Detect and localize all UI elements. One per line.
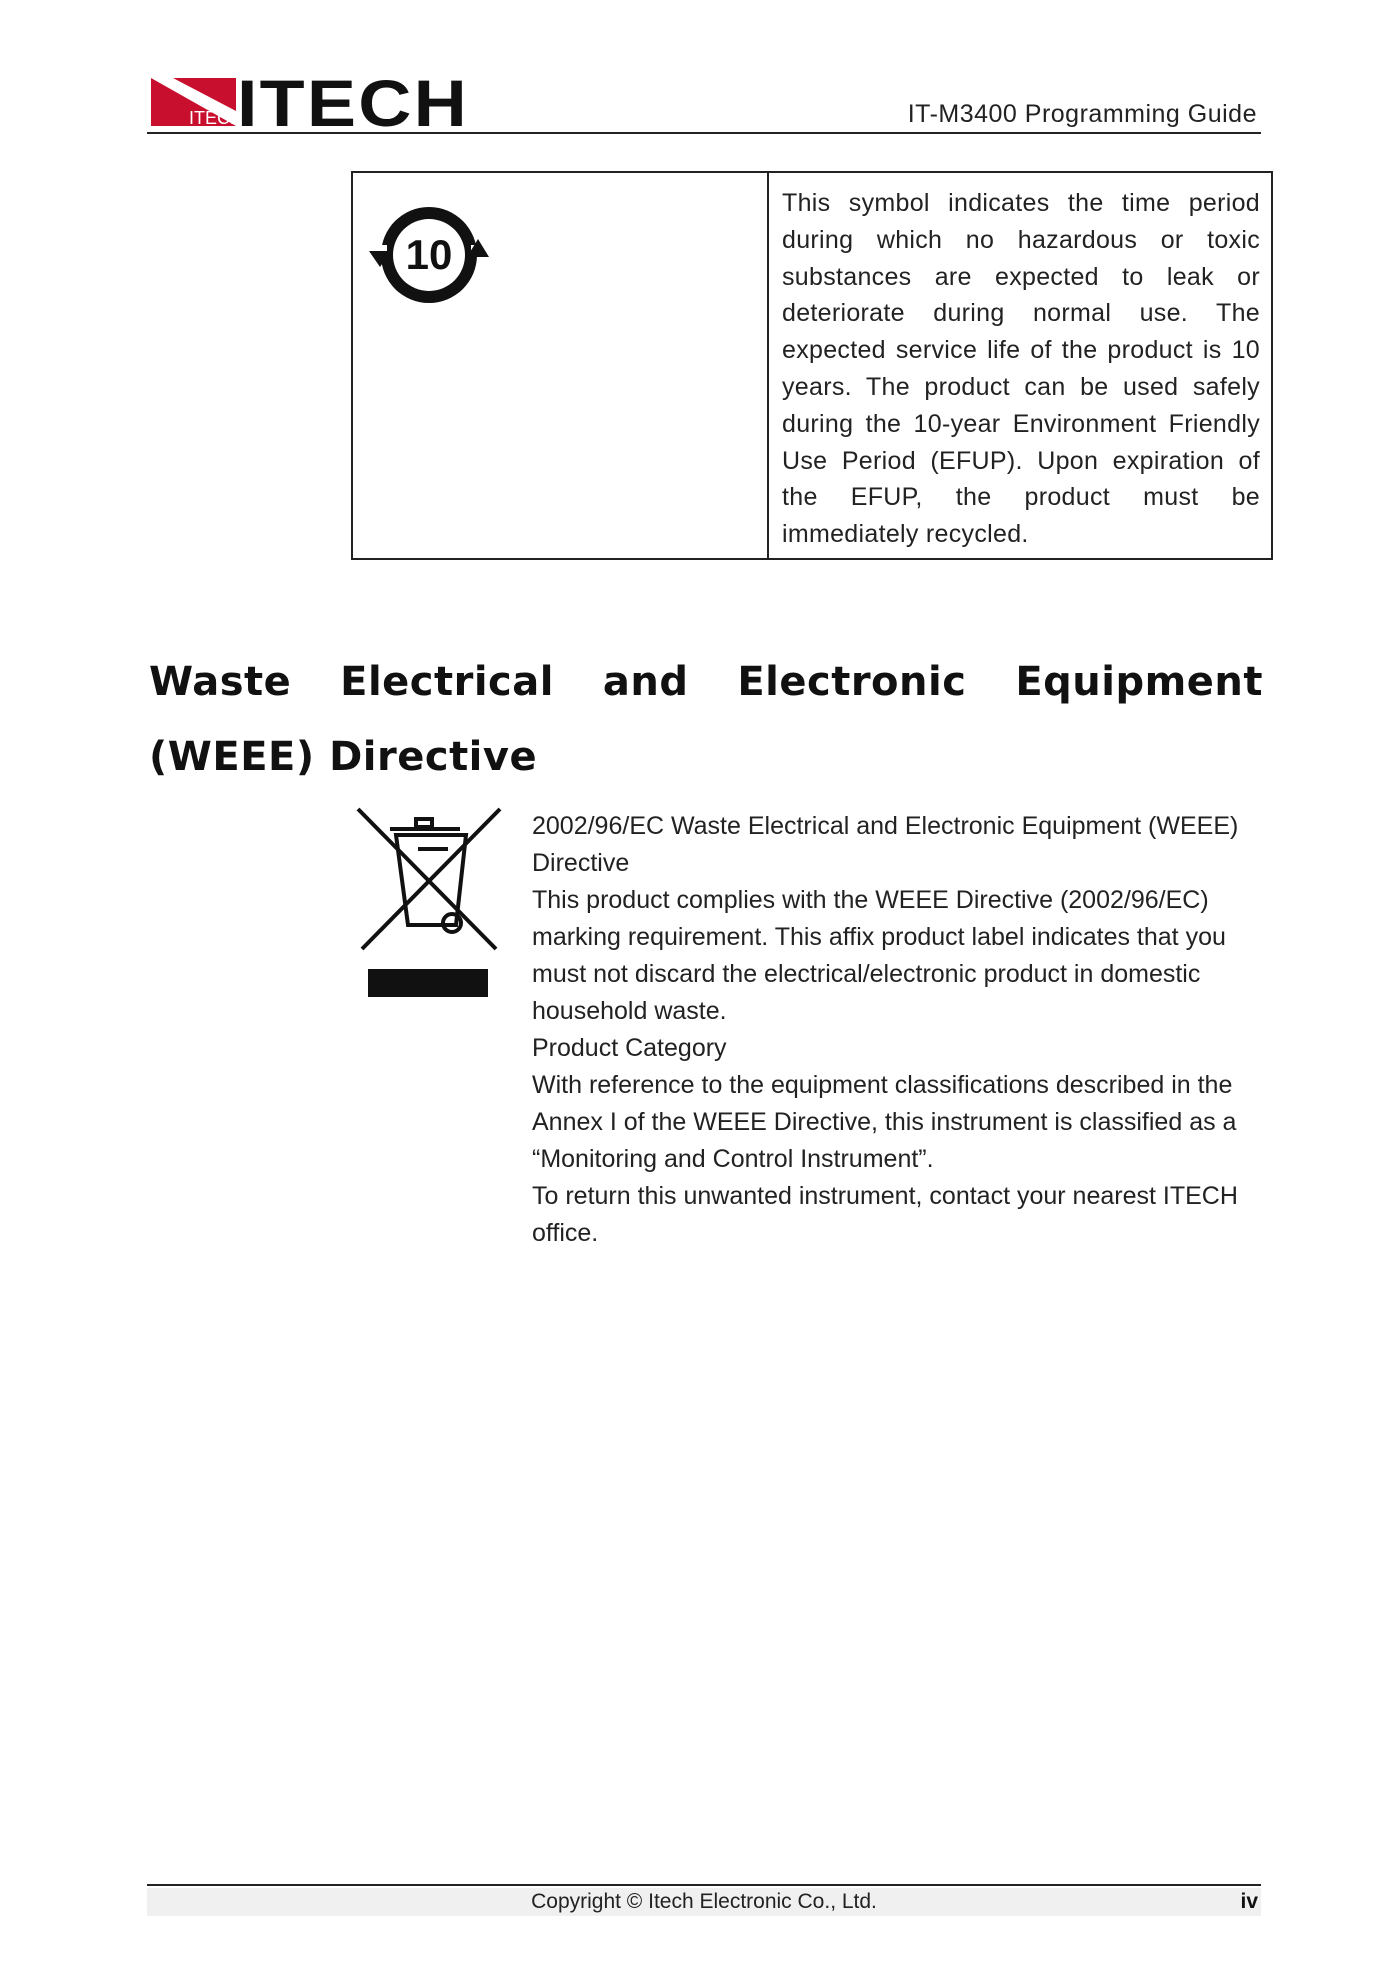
weee-compliance-text: This product complies with the WEEE Directive (2002/96/EC) marking requirement. This affix product label indicates that you must not discard the electrical/electronic product in domestic household waste. (532, 886, 1226, 1025)
weee-text (532, 808, 1264, 1252)
logo-small-text: ITECH (189, 108, 243, 128)
symbol-cell (353, 173, 769, 558)
page-number: iv (1240, 1890, 1258, 1913)
copyright-text: Copyright © Itech Electronic Co., Ltd. (531, 1890, 877, 1913)
itech-logo (151, 78, 471, 134)
crossed-out-bin-icon (356, 805, 502, 997)
logo-text: ITECH (237, 78, 469, 134)
guide-title: IT-M3400 Programming Guide (907, 100, 1257, 128)
return-instructions: To return this unwanted instrument, contact your nearest ITECH office. (532, 1182, 1238, 1247)
efup-10-icon (367, 201, 492, 311)
weee-heading: Waste Electrical and Electronic Equipment (WEEE) Directive (149, 659, 1263, 780)
weee-directive-title: 2002/96/EC Waste Electrical and Electronic Equipment (WEEE) Directive (532, 812, 1239, 877)
efup-icon-label: 10 (405, 231, 453, 278)
classification-text: With reference to the equipment classifications described in the Annex I of the WEEE Directive, this instrument is classified as a “Monitoring and Control Instrument”. (532, 1071, 1237, 1173)
efup-symbol-table (351, 171, 1273, 560)
efup-description: This symbol indicates the time period during which no hazardous or toxic substances are expected to leak or deteriorate during normal use. The expected service life of the product is 10 years. The product can be used safely during the 10-year Environment Friendly Use Period (EFUP). Upon expiration of the EFUP, the product must be immediately recycled. (782, 189, 1260, 549)
page-header (147, 70, 1261, 134)
product-category-label: Product Category (532, 1034, 727, 1062)
footer-divider (147, 1884, 1261, 1886)
